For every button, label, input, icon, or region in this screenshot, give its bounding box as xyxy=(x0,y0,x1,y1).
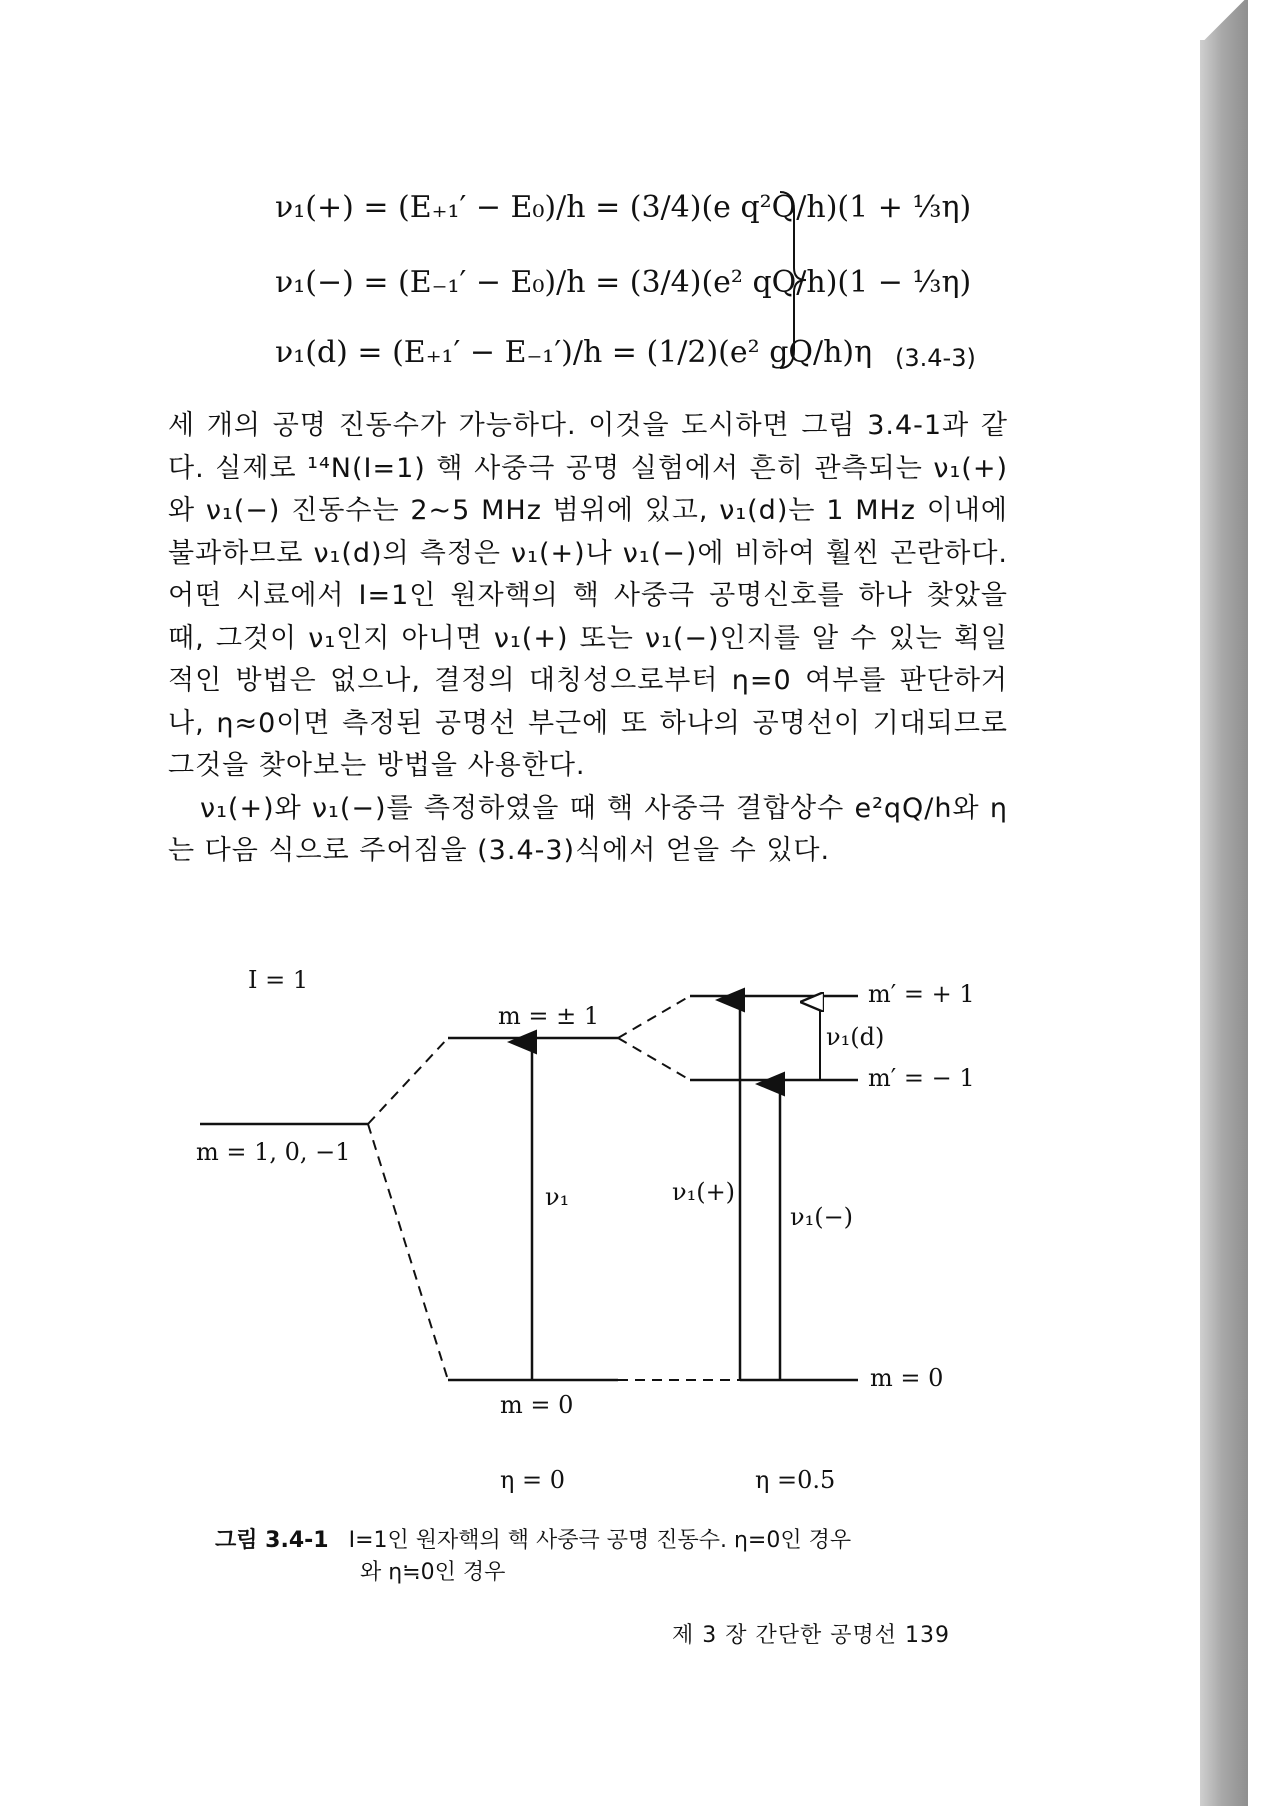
label-nu1-plus: ν₁(+) xyxy=(672,1178,736,1206)
caption-line-2: 와 η≒0인 경우 xyxy=(360,1560,506,1585)
formula-brace xyxy=(778,190,808,370)
equation-number: (3.4-3) xyxy=(895,344,976,372)
paragraph-1: 세 개의 공명 진동수가 가능하다. 이것을 도시하면 그림 3.4-1과 같다. 실제로 ¹⁴N(I=1) 핵 사중극 공명 실험에서 흔히 관측되는 ν₁(+)와 ν₁(−) 진동수는 2∼5 MHz 범위에 있고, ν₁(d)는 1 MHz 이내에 불과하므로 ν₁(d)의 측정은 ν₁(+)나 ν₁(−)에 비하여 훨씬 곤란하다. 어떤 시료에서 I=1인 원자핵의 핵 사중극 공명신호를 하나 찾았을 때, 그것이 ν₁인지 아니면 ν₁(+) 또는 ν₁(−)인지를 알 수 있는 획일적인 방법은 없으나, 결정의 대칭성으로부터 η=0 여부를 판단하거나, η≈0이면 측정된 공명선 부근에 또 하나의 공명선이 기대되므로 그것을 찾아보는 방법을 사용한다. xyxy=(168,410,1008,781)
page-footer: 제 3 장 간단한 공명선 139 xyxy=(672,1623,950,1648)
label-m-prime-minus1: m′ = − 1 xyxy=(868,1064,975,1092)
label-m0: m = 0 xyxy=(500,1391,574,1419)
label-level-initial: m = 1, 0, −1 xyxy=(196,1138,351,1166)
label-m-prime-plus1: m′ = + 1 xyxy=(868,980,975,1008)
energy-level-diagram xyxy=(0,950,1200,1470)
caption-number: 그림 3.4-1 xyxy=(215,1528,329,1553)
body-text xyxy=(168,405,1008,873)
label-nu1: ν₁ xyxy=(545,1183,570,1211)
book-edge xyxy=(1200,0,1248,1806)
caption-text-1: I=1인 원자핵의 핵 사중극 공명 진동수. η=0인 경우 xyxy=(348,1528,852,1553)
label-m0-right: m = 0 xyxy=(870,1364,944,1392)
split-plus-dash xyxy=(618,996,690,1038)
formula-nu1-plus: ν₁(+) = (E₊₁′ − E₀)/h = (3/4)(e q²Q/h)(1 + ⅓η) xyxy=(275,190,972,225)
label-eta-zero: η = 0 xyxy=(500,1466,566,1494)
paragraph-2: ν₁(+)와 ν₁(−)를 측정하였을 때 핵 사중극 결합상수 e²qQ/h와 η는 다음 식으로 주어짐을 (3.4-3)식에서 얻을 수 있다. xyxy=(168,792,1008,866)
label-nu1-minus: ν₁(−) xyxy=(790,1203,854,1231)
label-m-pm1: m = ± 1 xyxy=(498,1002,600,1030)
book-edge-corner xyxy=(1200,0,1248,40)
split-down-dash xyxy=(368,1124,448,1380)
figure-caption xyxy=(215,1525,995,1589)
split-up-dash xyxy=(368,1038,448,1124)
label-nu1-d: ν₁(d) xyxy=(826,1023,885,1051)
formula-nu1-minus: ν₁(−) = (E₋₁′ − E₀)/h = (3/4)(e² qQ/h)(1 − ⅓η) xyxy=(275,265,972,300)
split-minus-dash xyxy=(618,1038,690,1080)
caption-line-1 xyxy=(215,1525,995,1557)
formula-nu1-d: ν₁(d) = (E₊₁′ − E₋₁′)/h = (1/2)(e² gQ/h)η xyxy=(275,335,873,370)
label-spin: I = 1 xyxy=(248,966,309,994)
label-eta-half: η =0.5 xyxy=(755,1466,836,1494)
